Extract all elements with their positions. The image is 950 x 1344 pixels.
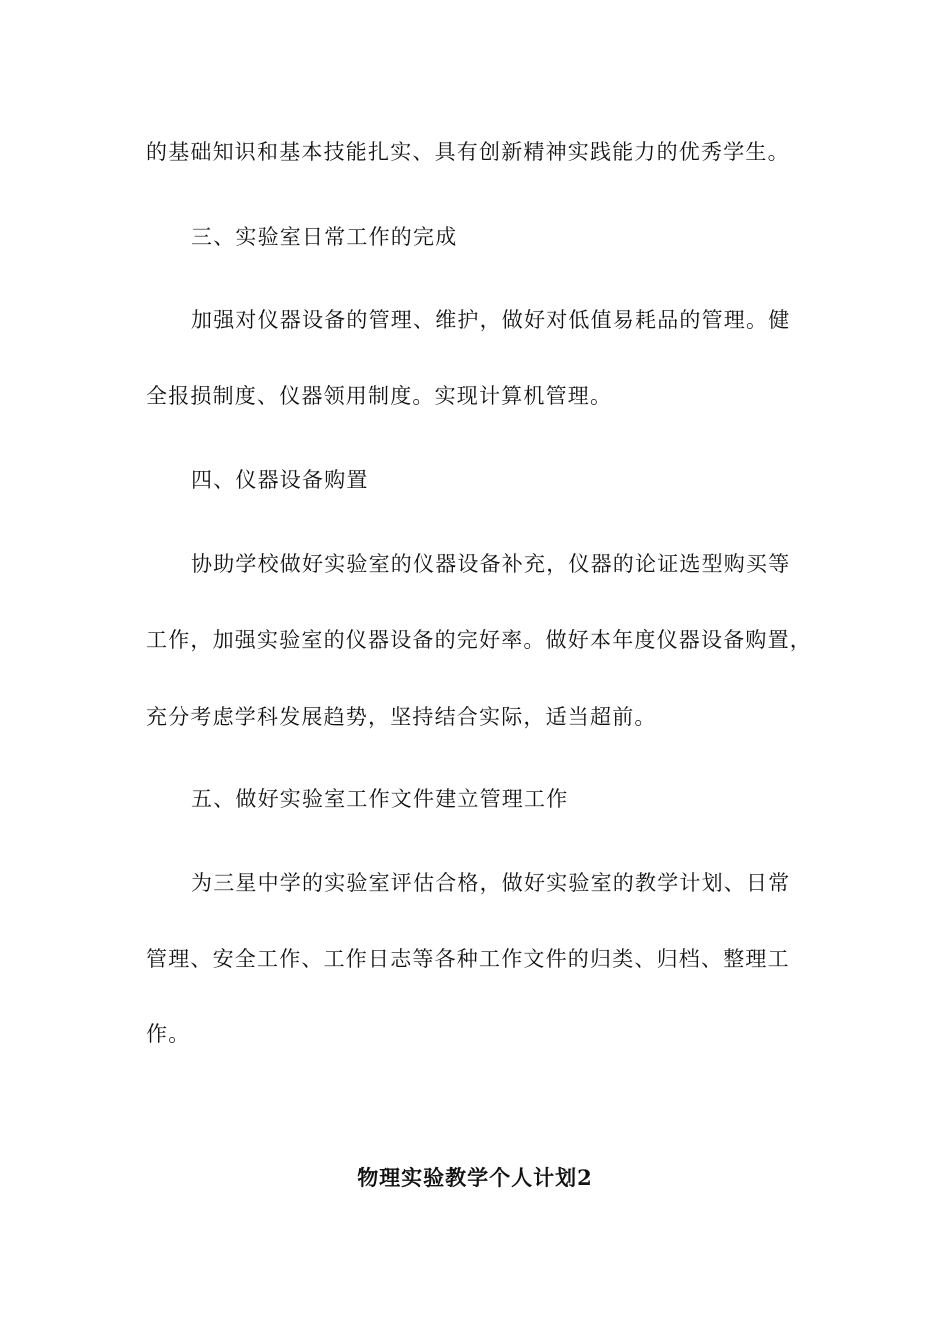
section-heading: 三、实验室日常工作的完成 xyxy=(191,225,458,249)
paragraph-line: 为三星中学的实验室评估合格，做好实验室的教学计划、日常 xyxy=(191,871,791,895)
paragraph-line: 全报损制度、仪器领用制度。实现计算机管理。 xyxy=(146,384,613,408)
paragraph-line: 充分考虑学科发展趋势，坚持结合实际，适当超前。 xyxy=(146,705,657,729)
paragraph-line: 加强对仪器设备的管理、维护，做好对低值易耗品的管理。健 xyxy=(191,308,791,332)
paragraph-line: 的基础知识和基本技能扎实、具有创新精神实践能力的优秀学生。 xyxy=(146,140,790,164)
paragraph-line: 协助学校做好实验室的仪器设备补充，仪器的论证选型购买等 xyxy=(191,552,791,576)
paragraph-line: 作。 xyxy=(146,1022,191,1046)
section-heading: 五、做好实验室工作文件建立管理工作 xyxy=(191,787,569,811)
paragraph-line: 工作，加强实验室的仪器设备的完好率。做好本年度仪器设备购置， xyxy=(146,628,812,652)
section-heading: 四、仪器设备购置 xyxy=(191,468,369,492)
paragraph-line: 管理、安全工作、工作日志等各种工作文件的归类、归档、整理工 xyxy=(146,947,790,971)
section-title: 物理实验教学个人计划2 xyxy=(357,1165,593,1190)
